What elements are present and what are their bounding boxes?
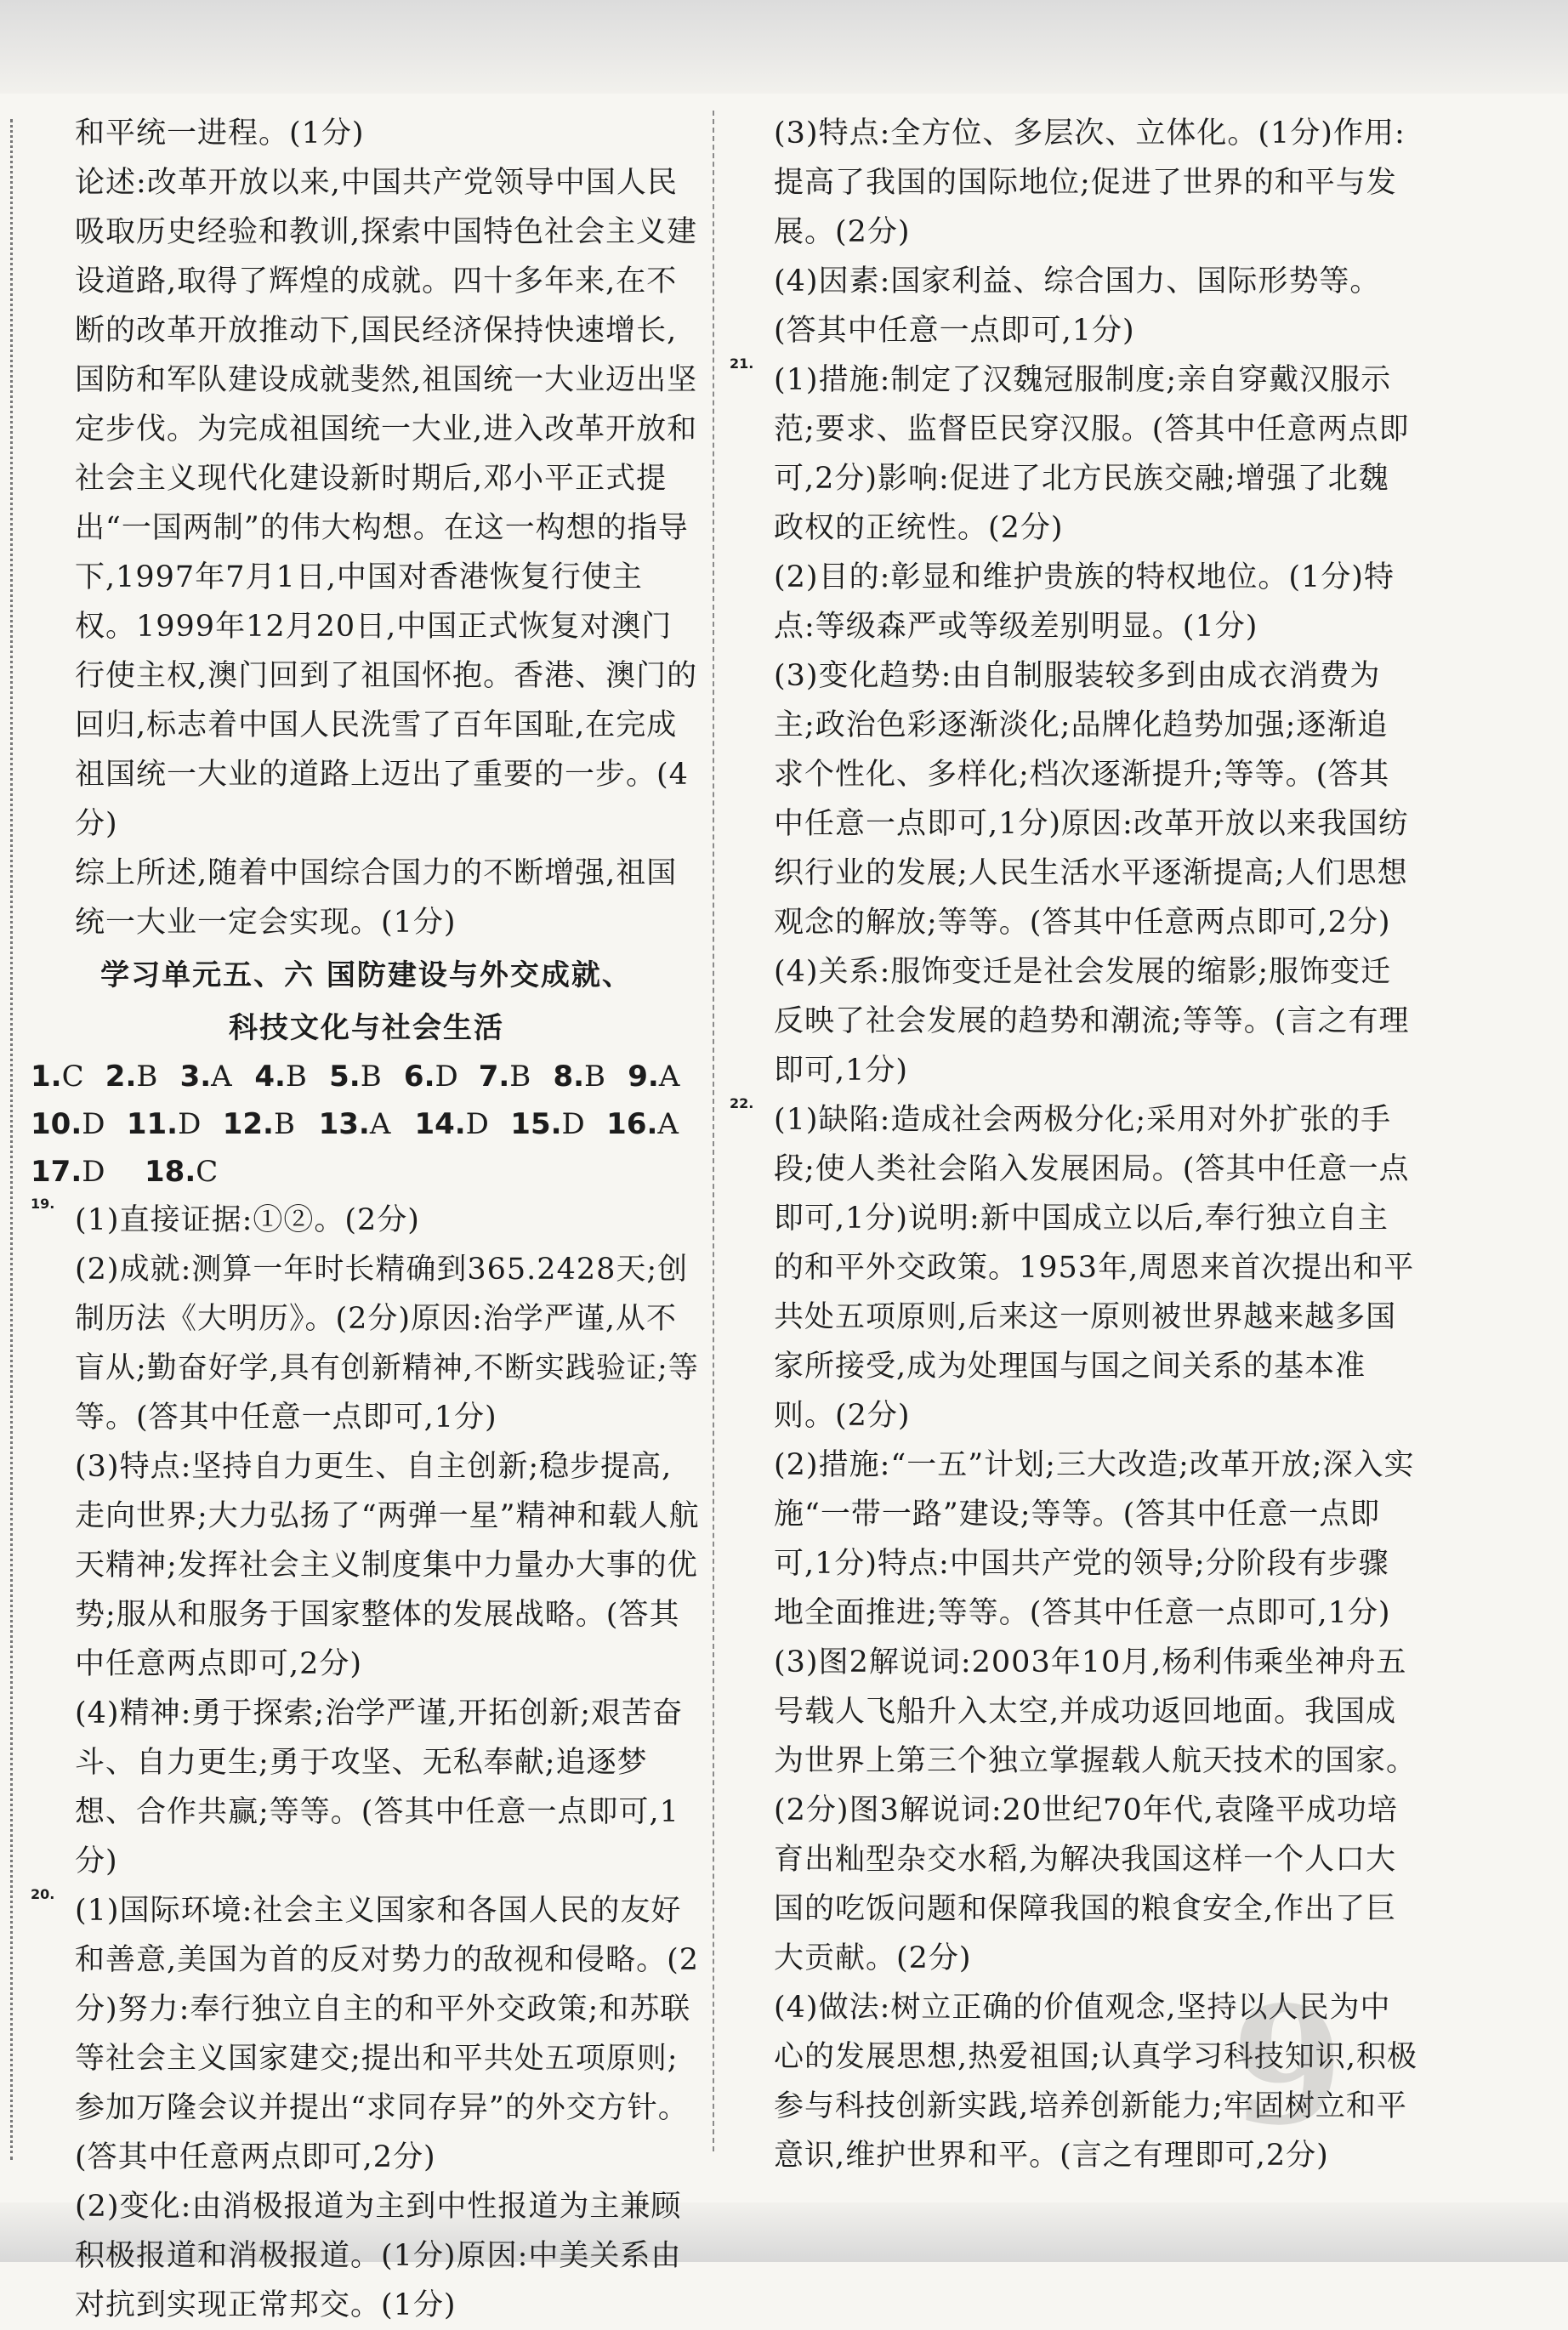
- answer-part-2: (2)措施:“一五”计划;三大改造;改革开放;深入实施“一带一路”建设;等等。(答其中任意一点即可,1分)特点:中国共产党的领导;分阶段有步骤地全面推进;等等。(答其中任意一点即可,1分): [774, 1448, 1415, 1630]
- answer-part-4: (4)精神:勇于探索;治学严谨,开拓创新;艰苦奋斗、自力更生;勇于攻坚、无私奉献;追逐梦想、合作共赢;等等。(答其中任意一点即可,1分): [75, 1696, 684, 1878]
- answer-part-2: (2)目的:彰显和维护贵族的特权地位。(1分)特点:等级森严或等级差别明显。(1分): [774, 560, 1395, 644]
- continued-text: 和平统一进程。(1分): [75, 116, 365, 151]
- top-edge-shadow: [0, 0, 1568, 94]
- mc-answer: 4.B: [254, 1060, 307, 1094]
- mc-row: [31, 1100, 702, 1148]
- mc-answer: 2.B: [105, 1060, 158, 1094]
- answer-part-2: (2)成就:测算一年时长精确到365.2428天;创制历法《大明历》。(2分)原因:治学严谨,从不盲从;勤奋好学,具有创新精神,不断实践验证;等等。(答其中任意一点即可,1分): [75, 1253, 699, 1435]
- mc-answer: 13.A: [318, 1107, 391, 1141]
- question-number: 21.: [730, 355, 754, 372]
- answer-part-3: (3)特点:坚持自力更生、自主创新;稳步提高,走向世界;大力弘扬了“两弹一星”精神和载人航天精神;发挥社会主义制度集中力量办大事的优势;服从和服务于国家整体的发展战略。(答其中任意两点即可,2分): [75, 1450, 700, 1681]
- answer-part-3: (3)特点:全方位、多层次、立体化。(1分)作用:提高了我国的国际地位;促进了世界的和平与发展。(2分): [774, 116, 1406, 249]
- mc-answer: 12.B: [222, 1107, 295, 1141]
- multiple-choice-answers: [31, 1053, 702, 1196]
- question-21: [730, 355, 1418, 1095]
- question-number: 20.: [31, 1886, 55, 1902]
- mc-answer: 1.C: [31, 1060, 84, 1094]
- page-number: 9: [1231, 1971, 1344, 2161]
- mc-row: [31, 1053, 702, 1100]
- section-title-line-2: 科技文化与社会生活: [229, 1011, 504, 1045]
- mc-answer: 17.D: [31, 1155, 105, 1189]
- answer-part-2: (2)变化:由消极报道为主到中性报道为主兼顾积极报道和消极报道。(1分)原因:中美关系由对抗到实现正常邦交。(1分): [75, 2190, 682, 2322]
- mc-answer: 7.B: [478, 1060, 531, 1094]
- answer-part-4: (4)因素:国家利益、综合国力、国际形势等。(答其中任意一点即可,1分): [774, 264, 1381, 348]
- answer-part-4: (4)做法:树立正确的价值观念,坚持以人民为中心的发展思想,热爱祖国;认真学习科技知识,积极参与科技创新实践,培养创新能力;牢固树立和平意识,维护世界和平。(言之有理即可,2分): [774, 1991, 1418, 2173]
- question-number: 22.: [730, 1095, 754, 1111]
- question-20-continued: [730, 109, 1418, 355]
- lunshu-paragraph: 论述:改革开放以来,中国共产党领导中国人民吸取历史经验和教训,探索中国特色社会主义建设道路,取得了辉煌的成就。四十多年来,在不断的改革开放推动下,国民经济保持快速增长,国防和军队建设成就斐然,祖国统一大业迈出坚定步伐。为完成祖国统一大业,进入改革开放和社会主义现代化建设新时期后,邓小平正式提出“一国两制”的伟大构想。在这一构想的指导下,1997年7月1日,中国对香港恢复行使主权。1999年12月20日,中国正式恢复对澳门行使主权,澳门回到了祖国怀抱。香港、澳门的回归,标志着中国人民洗雪了百年国耻,在完成祖国统一大业的道路上迈出了重要的一步。(4分): [75, 166, 698, 841]
- mc-answer: 18.C: [145, 1155, 219, 1189]
- answer-part-3: (3)变化趋势:由自制服装较多到由成衣消费为主;政治色彩逐渐淡化;品牌化趋势加强;逐渐追求个性化、多样化;档次逐渐提升;等等。(答其中任意一点即可,1分)原因:改革开放以来我国纺织行业的发展;人民生活水平逐渐提高;人们思想观念的解放;等等。(答其中任意两点即可,2分): [774, 659, 1409, 940]
- mc-row: [31, 1148, 702, 1196]
- mc-answer: 3.A: [179, 1060, 232, 1094]
- mc-answer: 9.A: [628, 1060, 680, 1094]
- answer-part-4: (4)关系:服饰变迁是社会发展的缩影;服饰变迁反映了社会发展的趋势和潮流;等等。(言之有理即可,1分): [774, 955, 1410, 1088]
- mc-answer: 5.B: [329, 1060, 382, 1094]
- answer-part-1: (1)措施:制定了汉魏冠服制度;亲自穿戴汉服示范;要求、监督臣民穿汉服。(答其中任意两点即可,2分)影响:促进了北方民族交融;增强了北魏政权的正统性。(2分): [774, 363, 1410, 545]
- binding-cut-line: [10, 119, 13, 2160]
- mc-answer: 8.B: [553, 1060, 606, 1094]
- mc-answer: 14.D: [414, 1107, 489, 1141]
- mc-answer: 15.D: [510, 1107, 585, 1141]
- question-number: 19.: [31, 1196, 55, 1212]
- answer-part-1: (1)缺陷:造成社会两极分化;采用对外扩张的手段;使人类社会陷入发展困局。(答其中任意一点即可,1分)说明:新中国成立以后,奉行独立自主的和平外交政策。1953年,周恩来首次提出和平共处五项原则,后来这一原则被世界越来越多国家所接受,成为处理国与国之间关系的基本准则。(2分): [774, 1103, 1415, 1433]
- question-20: [31, 1886, 702, 2330]
- conclusion-paragraph: 综上所述,随着中国综合国力的不断增强,祖国统一大业一定会实现。(1分): [75, 856, 678, 940]
- right-column: [730, 109, 1418, 2180]
- mc-answer: 16.A: [606, 1107, 679, 1141]
- answer-part-1: (1)国际环境:社会主义国家和各国人民的友好和善意,美国为首的反对势力的敌视和侵略。(2分)努力:奉行独立自主的和平外交政策;和苏联等社会主义国家建交;提出和平共处五项原则;参加万隆会议并提出“求同存异”的外交方针。(答其中任意两点即可,2分): [75, 1894, 700, 2174]
- column-divider: [713, 111, 714, 2151]
- mc-answer: 10.D: [31, 1107, 105, 1141]
- answer-part-1: (1)直接证据:①②。(2分): [75, 1203, 420, 1237]
- answer-part-3: (3)图2解说词:2003年10月,杨利伟乘坐神舟五号载人飞船升入太空,并成功返回地面。我国成为世界上第三个独立掌握载人航天技术的国家。(2分)图3解说词:20世纪70年代,袁隆平成功培育出籼型杂交水稻,为解决我国这样一个人口大国的吃饭问题和保障我国的粮食安全,作出了巨大贡献。(2分): [774, 1645, 1417, 1975]
- section-title-line-1: 学习单元五、六 国防建设与外交成就、: [100, 958, 633, 992]
- left-column: [31, 109, 702, 2330]
- question-19: [31, 1196, 702, 1886]
- mc-answer: 6.D: [403, 1060, 458, 1094]
- mc-answer: 11.D: [126, 1107, 202, 1141]
